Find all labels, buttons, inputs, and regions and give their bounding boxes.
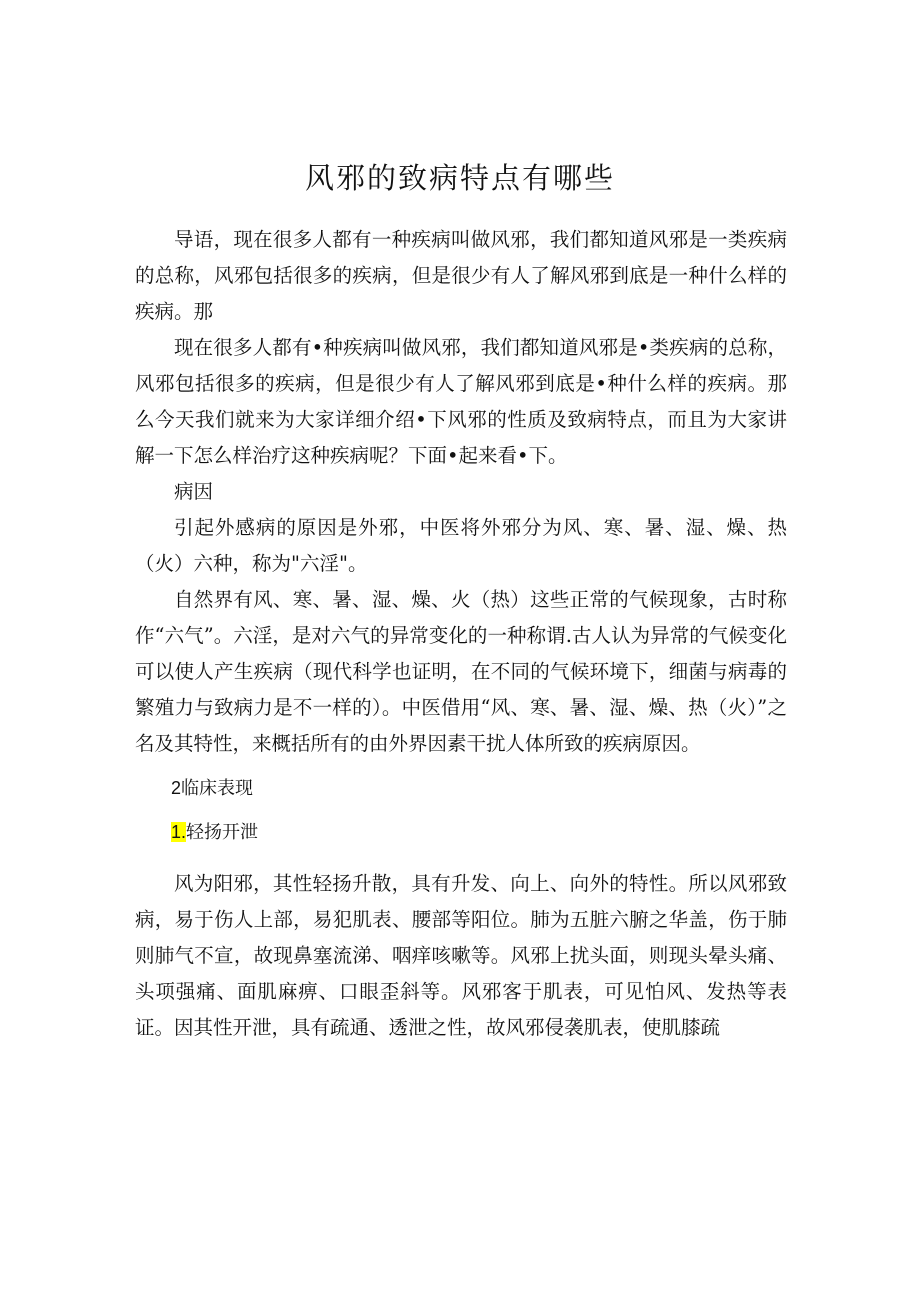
paragraph-symptom: 风为阳邪，其性轻扬升散，具有升发、向上、向外的特性。所以风邪致病，易于伤人上部，易犯肌表、腰部等阳位。肺为五脏六腑之华盖，伤于肺则肺气不宣，故现鼻塞流涕、咽痒咳嗽等。风邪上扰头面，则现头晕头痛、头项强痛、面肌麻痹、口眼歪斜等。风邪客于肌表，可见怕风、发热等表证。因其性开泄，具有疏通、透泄之性，故风邪侵袭肌表，使肌膝疏: [135, 872, 787, 1039]
paragraph-cause-2: 自然界有风、寒、暑、湿、燥、火（热）这些正常的气候现象，古时称作“六气”。六淫，是对六气的异常变化的一种称谓.古人认为异常的气候变化可以使人产生疾病（现代科学也证明，在不同的气候环境下，细菌与病毒的繁殖力与致病力是不一样的）。中医借用“风、寒、暑、湿、燥、热（火）”之名及其特性，来概括所有的由外界因素干扰人体所致的疾病原因。: [135, 588, 787, 755]
page-title: 风邪的致病特点有哪些: [304, 161, 615, 195]
heading-clinical: 2临床表现: [171, 778, 254, 798]
document-body: [135, 222, 787, 1046]
heading-cause: 病因: [174, 480, 214, 503]
paragraph-cause-1: 引起外感病的原因是外邪，中医将外邪分为风、寒、暑、湿、燥、热（火）六种，称为"六淫"。: [135, 516, 787, 575]
paragraph-intro: 导语，现在很多人都有一种疾病叫做风邪，我们都知道风邪是一类疾病的总称，风邪包括很多的疾病，但是很少有人了解风邪到底是一种什么样的疾病。那: [135, 228, 787, 323]
sub-heading-text: 轻扬开泄: [186, 822, 259, 842]
paragraph-repeat: 现在很多人都有•种疾病叫做风邪，我们都知道风邪是•类疾病的总称，风邪包括很多的疾病，但是很少有人了解风邪到底是•种什么样的疾病。那么今天我们就来为大家详细介绍•下风邪的性质及致病特点，而且为大家讲解一下怎么样治疗这种疾病呢？下面•起来看•下。: [135, 336, 787, 467]
heading-sub-section: [135, 814, 787, 850]
highlighted-number: 1.: [171, 822, 187, 842]
